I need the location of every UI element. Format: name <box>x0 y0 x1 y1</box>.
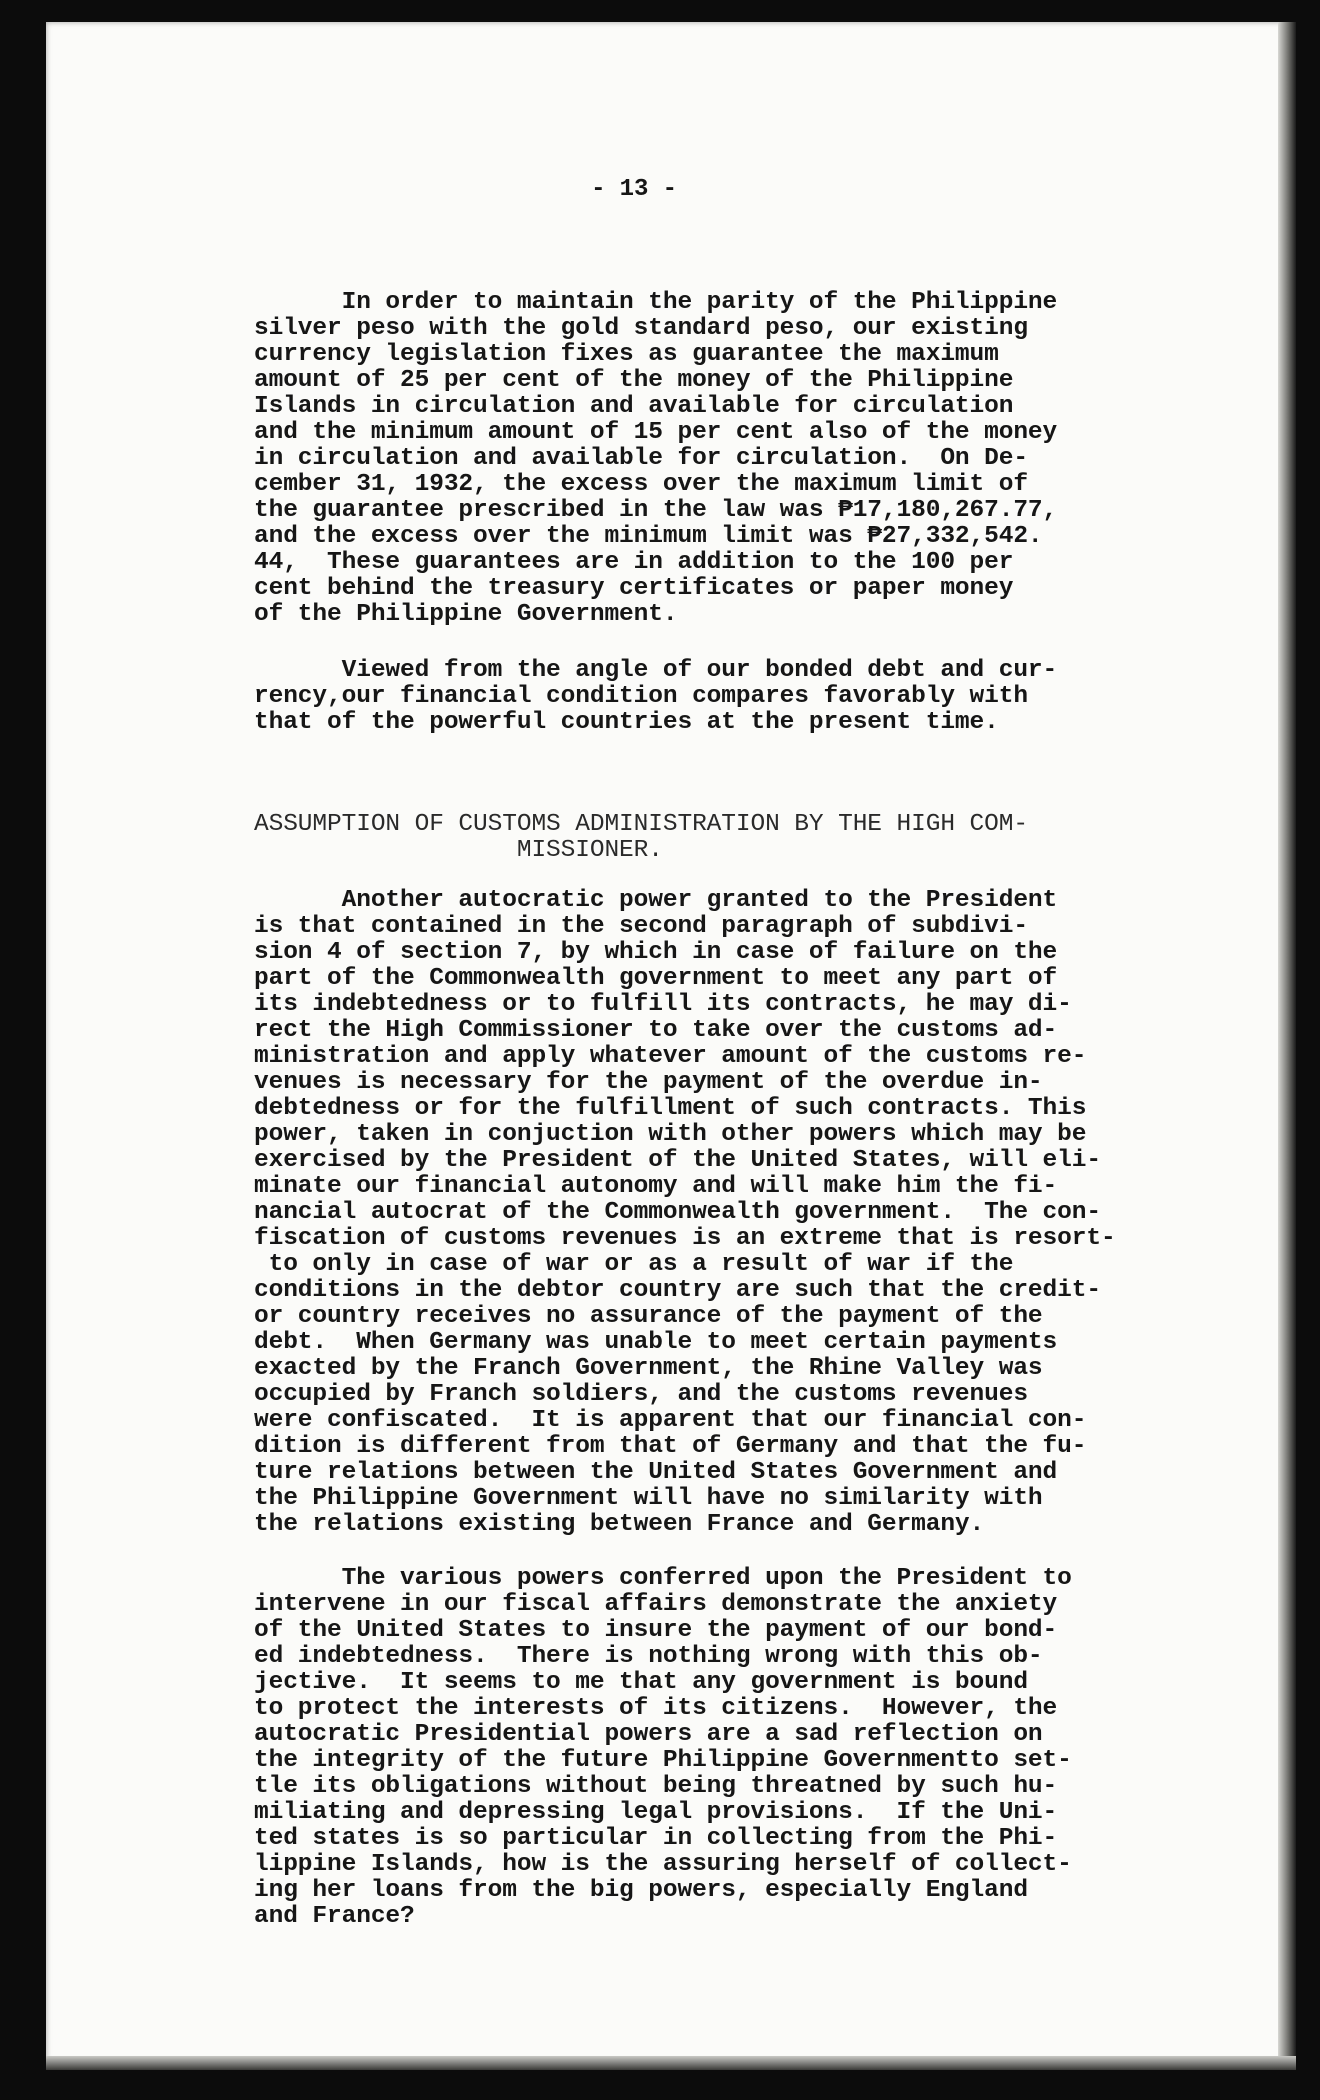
paragraph-customs-administration: Another autocratic power granted to the President is that contained in the second paragraph of subdivi- sion 4 of section 7, by which in case of failure on the part of the Commonwealth government to meet any part of its indebtedness or to fulfill its contracts, he may di- rect the High Commissioner to take over the customs ad- ministration and apply whatever amount of the customs re- venues is necessary for the payment of the overdue in- debtedness or for the fulfillment of such contracts. This power, taken in conjuction with other powers which may be exercised by the President of the United States, will eli- minate our financial autonomy and will make him the fi- nancial autocrat of the Commonwealth government. The con- fiscation of customs revenues is an extreme that is resort- to only in case of war or as a result of war if the conditions in the debtor country are such that the credit- or country receives no assurance of the payment of the debt. When Germany was unable to meet certain payments exacted by the Franch Government, the Rhine Valley was occupied by Franch soldiers, and the customs revenues were confiscated. It is apparent that our financial con- dition is different from that of Germany and that the fu- ture relations between the United States Government and the Philippine Government will have no similarity with the relations existing between France and Germany. <box>254 887 1116 1538</box>
paper-sheet <box>46 22 1286 2062</box>
paragraph-financial-condition: Viewed from the angle of our bonded debt and cur- rency,our financial condition compares favorably with that of the powerful countries at the present time. <box>254 657 1058 736</box>
paragraph-presidential-powers: The various powers conferred upon the President to intervene in our fiscal affairs demonstrate the anxiety of the United States to insure the payment of our bond- ed indebtedness. There is nothing wrong with this ob- jective. It seems to me that any government is bound to protect the interests of its citizens. However, the autocratic Presidential powers are a sad reflection on the integrity of the future Philippine Governmentto set- tle its obligations without being threatned by such hu- miliating and depressing legal provisions. If the Uni- ted states is so particular in collecting from the Phi- lippine Islands, how is the assuring herself of collect- ing her loans from the big powers, especially England and France? <box>254 1565 1072 1930</box>
paragraph-currency-guarantee: In order to maintain the parity of the Philippine silver peso with the gold standard peso, our existing currency legislation fixes as guarantee the maximum amount of 25 per cent of the money of the Philippine Islands in circulation and available for circulation and the minimum amount of 15 per cent also of the money in circulation and available for circulation. On De- cember 31, 1932, the excess over the maximum limit of the guarantee prescribed in the law was ₱17,180,267.77, and the excess over the minimum limit was ₱27,332,542. 44, These guarantees are in addition to the 100 per cent behind the treasury certificates or paper money of the Philippine Government. <box>254 289 1058 628</box>
section-heading: ASSUMPTION OF CUSTOMS ADMINISTRATION BY THE HIGH COM- MISSIONER. <box>254 811 1028 864</box>
page-number: - 13 - <box>591 176 677 203</box>
paper-edge-right <box>1278 22 1296 2062</box>
paper-edge-bottom <box>46 2056 1296 2070</box>
